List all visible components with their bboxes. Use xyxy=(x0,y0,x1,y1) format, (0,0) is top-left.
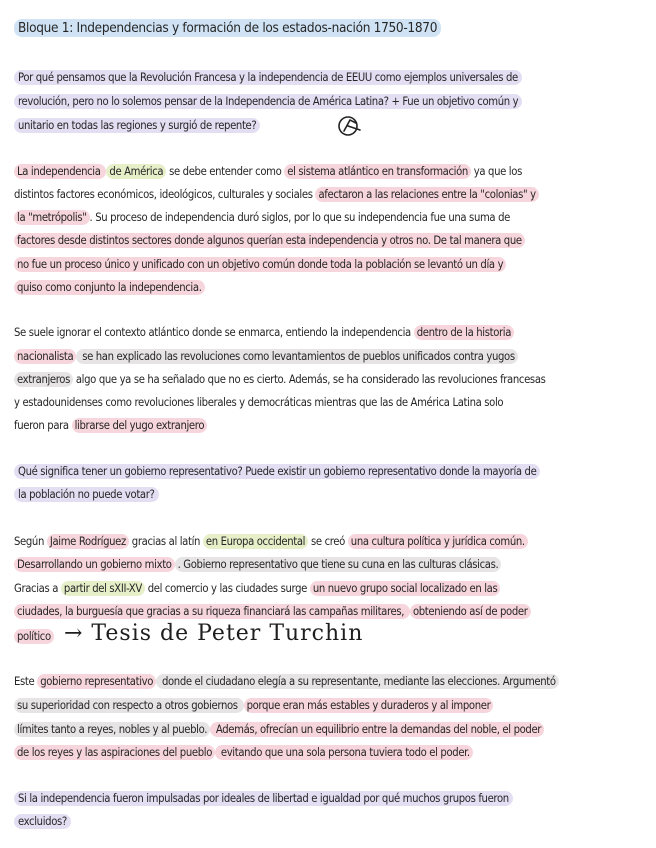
question-2-line-2: la población no puede votar? xyxy=(14,486,159,503)
paragraph-3-line-1: Según Jaime Rodríguez gracias al latín en Europa occidental se creó una cultura política y jurídica común. xyxy=(14,533,528,550)
paragraph-2-line-2: nacionalista se han explicado las revoluciones como levantamientos de pueblos unificados contra yugos xyxy=(14,348,518,365)
paragraph-2-line-1: Se suele ignorar el contexto atlántico donde se enmarca, entiendo la independencia dentro de la historia xyxy=(14,324,514,341)
handwritten-initials-mark xyxy=(336,114,364,136)
question-1-line-2: revolución, pero no lo solemos pensar de la Independencia de América Latina? + Fue un objetivo común y xyxy=(14,93,522,110)
paragraph-4-line-1: Este gobierno representativo donde el ciudadano elegía a su representante, mediante las elecciones. Argumentó xyxy=(14,673,559,690)
question-3-line-2: excluidos? xyxy=(14,813,71,830)
paragraph-2-line-5: fueron para librarse del yugo extranjero xyxy=(14,417,207,434)
paragraph-1-line-1: La independencia de América se debe entender como el sistema atlántico en transformación ya que los xyxy=(14,163,522,180)
paragraph-3-line-3: Gracias a partir del sXII-XV del comercio y las ciudades surge un nuevo grupo social localizado en las xyxy=(14,580,500,597)
title-highlight: Bloque 1: Independencias y formación de los estados-nación 1750-1870 xyxy=(14,19,441,37)
paragraph-2-line-3: extranjeros algo que ya se ha señalado que no es cierto. Además, se ha considerado las revoluciones francesas xyxy=(14,371,546,388)
question-1-line-3: unitario en todas las regiones y surgió de repente? xyxy=(14,117,260,134)
paragraph-2-line-4: y estadounidenses como revoluciones liberales y democráticas mientras que las de América Latina solo xyxy=(14,396,504,409)
paragraph-4-line-4: de los reyes y las aspiraciones del pueblo evitando que una sola persona tuviera todo el poder. xyxy=(14,744,473,761)
question-3-line-1: Si la independencia fueron impulsadas por ideales de libertad e igualdad por qué muchos grupos fueron xyxy=(14,790,513,807)
question-1-line-1: Por qué pensamos que la Revolución Francesa y la independencia de EEUU como ejemplos universales de xyxy=(14,69,522,86)
paragraph-1-line-4: factores desde distintos sectores donde algunos querían esta independencia y otros no. De tal manera que xyxy=(14,232,525,249)
paragraph-1-line-5: no fue un proceso único y unificado con un objetivo común donde toda la población se levantó un día y xyxy=(14,256,506,273)
handwritten-note: → Tesis de Peter Turchin xyxy=(64,621,364,646)
document-title xyxy=(14,20,441,37)
paragraph-3-line-5: político xyxy=(14,628,54,645)
paragraph-3-line-2: Desarrollando un gobierno mixto . Gobierno representativo que tiene su cuna en las culturas clásicas. xyxy=(14,556,501,573)
paragraph-1-line-2: distintos factores económicos, ideológicos, culturales y sociales afectaron a las relaciones entre la "colonias" y xyxy=(14,186,539,203)
paragraph-1-line-3: la "metrópolis" . Su proceso de independencia duró siglos, por lo que su independencia fue una suma de xyxy=(14,209,510,226)
question-2-line-1: Qué significa tener un gobierno representativo? Puede existir un gobierno representativo donde la mayoría de xyxy=(14,463,540,480)
paragraph-3-line-4: ciudades, la burguesía que gracias a su riqueza financiará las campañas militares, obteniendo así de poder xyxy=(14,603,531,620)
paragraph-4-line-3: límites tanto a reyes, nobles y al pueblo. Además, ofrecían un equilibrio entre la demandas del noble, el poder xyxy=(14,721,544,738)
paragraph-4-line-2: su superioridad con respecto a otros gobiernos porque eran más estables y duraderos y al imponer xyxy=(14,697,493,714)
paragraph-1-line-6: quiso como conjunto la independencia. xyxy=(14,279,205,296)
